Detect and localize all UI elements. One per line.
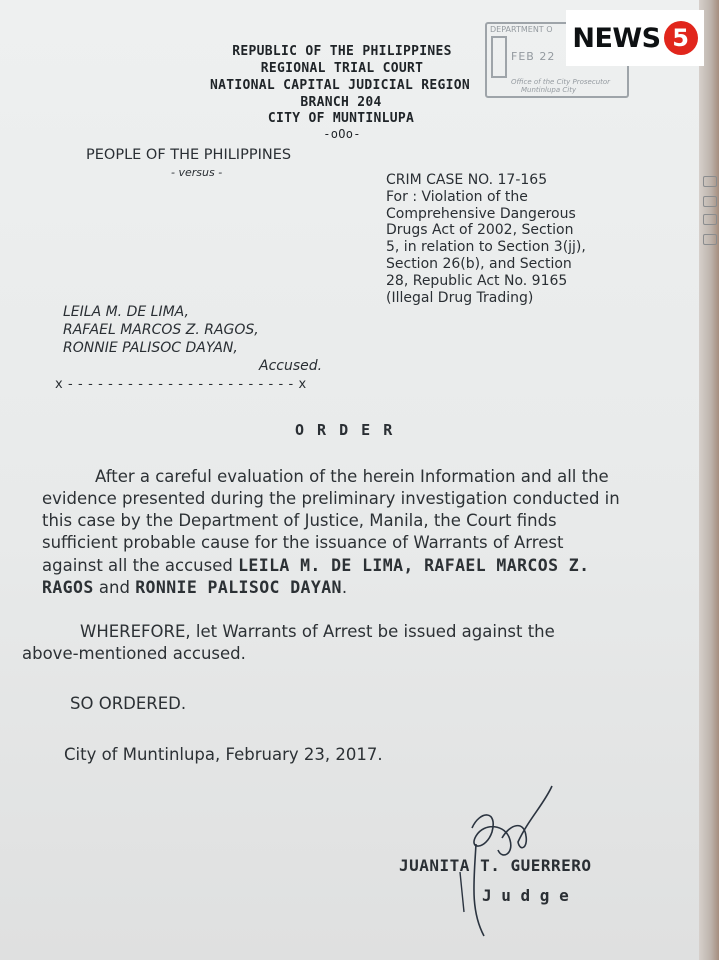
accused-bold-name: RAGOS [42,578,94,597]
header-city: CITY OF MUNTINLUPA [267,111,415,126]
accused-bold-names: LEILA M. DE LIMA, RAFAEL MARCOS Z. [238,556,590,575]
header-branch: BRANCH 204 [300,95,382,110]
order-text-segment: . [341,578,348,597]
case-line: 28, Republic Act No. 9165 [386,273,568,289]
so-ordered: SO ORDERED. [70,694,187,713]
caption-divider: x - - - - - - - - - - - - - - - - - - - - - - - x [55,377,307,392]
header-ornament: -oOo- [323,127,361,141]
case-line: Comprehensive Dangerous [386,206,576,222]
wherefore-line: WHEREFORE, let Warrants of Arrest be issued against the [80,622,555,641]
wherefore-line: above-mentioned accused. [22,644,246,663]
case-line: 5, in relation to Section 3(jj), [386,239,586,255]
stamp-seal-mark [491,36,507,78]
edge-tab [703,214,717,225]
order-text-line: sufficient probable cause for the issuance of Warrants of Arrest [42,533,564,552]
case-line: (Illegal Drug Trading) [386,290,534,306]
stamp-office: Office of the City Prosecutor [511,78,611,86]
edge-tab [703,196,717,207]
judge-title: J u d g e [482,886,569,905]
case-line: Section 26(b), and Section [386,256,572,272]
header-republic: REPUBLIC OF THE PHILIPPINES [232,44,452,59]
stamp-date: FEB 22 [511,50,556,63]
order-text-segment: and [93,578,136,597]
accused-bold-name: RONNIE PALISOC DAYAN [135,578,342,597]
place-date: City of Muntinlupa, February 23, 2017. [64,745,383,764]
versus: - versus - [171,166,223,179]
accused-name: RONNIE PALISOC DAYAN, [63,340,238,356]
logo-number: 5 [664,21,698,55]
order-text-segment: against all the accused [42,556,239,575]
accused-name: LEILA M. DE LIMA, [63,304,189,320]
judge-name: JUANITA T. GUERRERO [399,856,592,875]
order-text-line [42,578,347,597]
stamp-dept: DEPARTMENT O [490,25,553,34]
order-title: O R D E R [295,421,395,439]
order-text-line: After a careful evaluation of the herein Information and all the [95,467,609,486]
order-text-line [42,556,589,575]
stamp-city: Muntinlupa City [521,86,577,94]
news5-logo [566,10,704,66]
logo-word: NEWS [572,22,661,54]
order-text-line: this case by the Department of Justice, Manila, the Court finds [42,511,557,530]
header-court: REGIONAL TRIAL COURT [260,61,424,76]
plaintiff: PEOPLE OF THE PHILIPPINES [86,147,292,163]
order-text-line: evidence presented during the preliminary investigation conducted in [42,489,620,508]
accused-label: Accused. [259,358,323,374]
case-line: For : Violation of the [386,189,528,205]
case-line: Drugs Act of 2002, Section [386,222,574,238]
case-number: CRIM CASE NO. 17-165 [386,172,548,188]
page-edge [699,0,719,960]
header-region: NATIONAL CAPITAL JUDICIAL REGION [209,78,471,93]
accused-name: RAFAEL MARCOS Z. RAGOS, [63,322,259,338]
edge-tab [703,234,717,245]
edge-tab [703,176,717,187]
